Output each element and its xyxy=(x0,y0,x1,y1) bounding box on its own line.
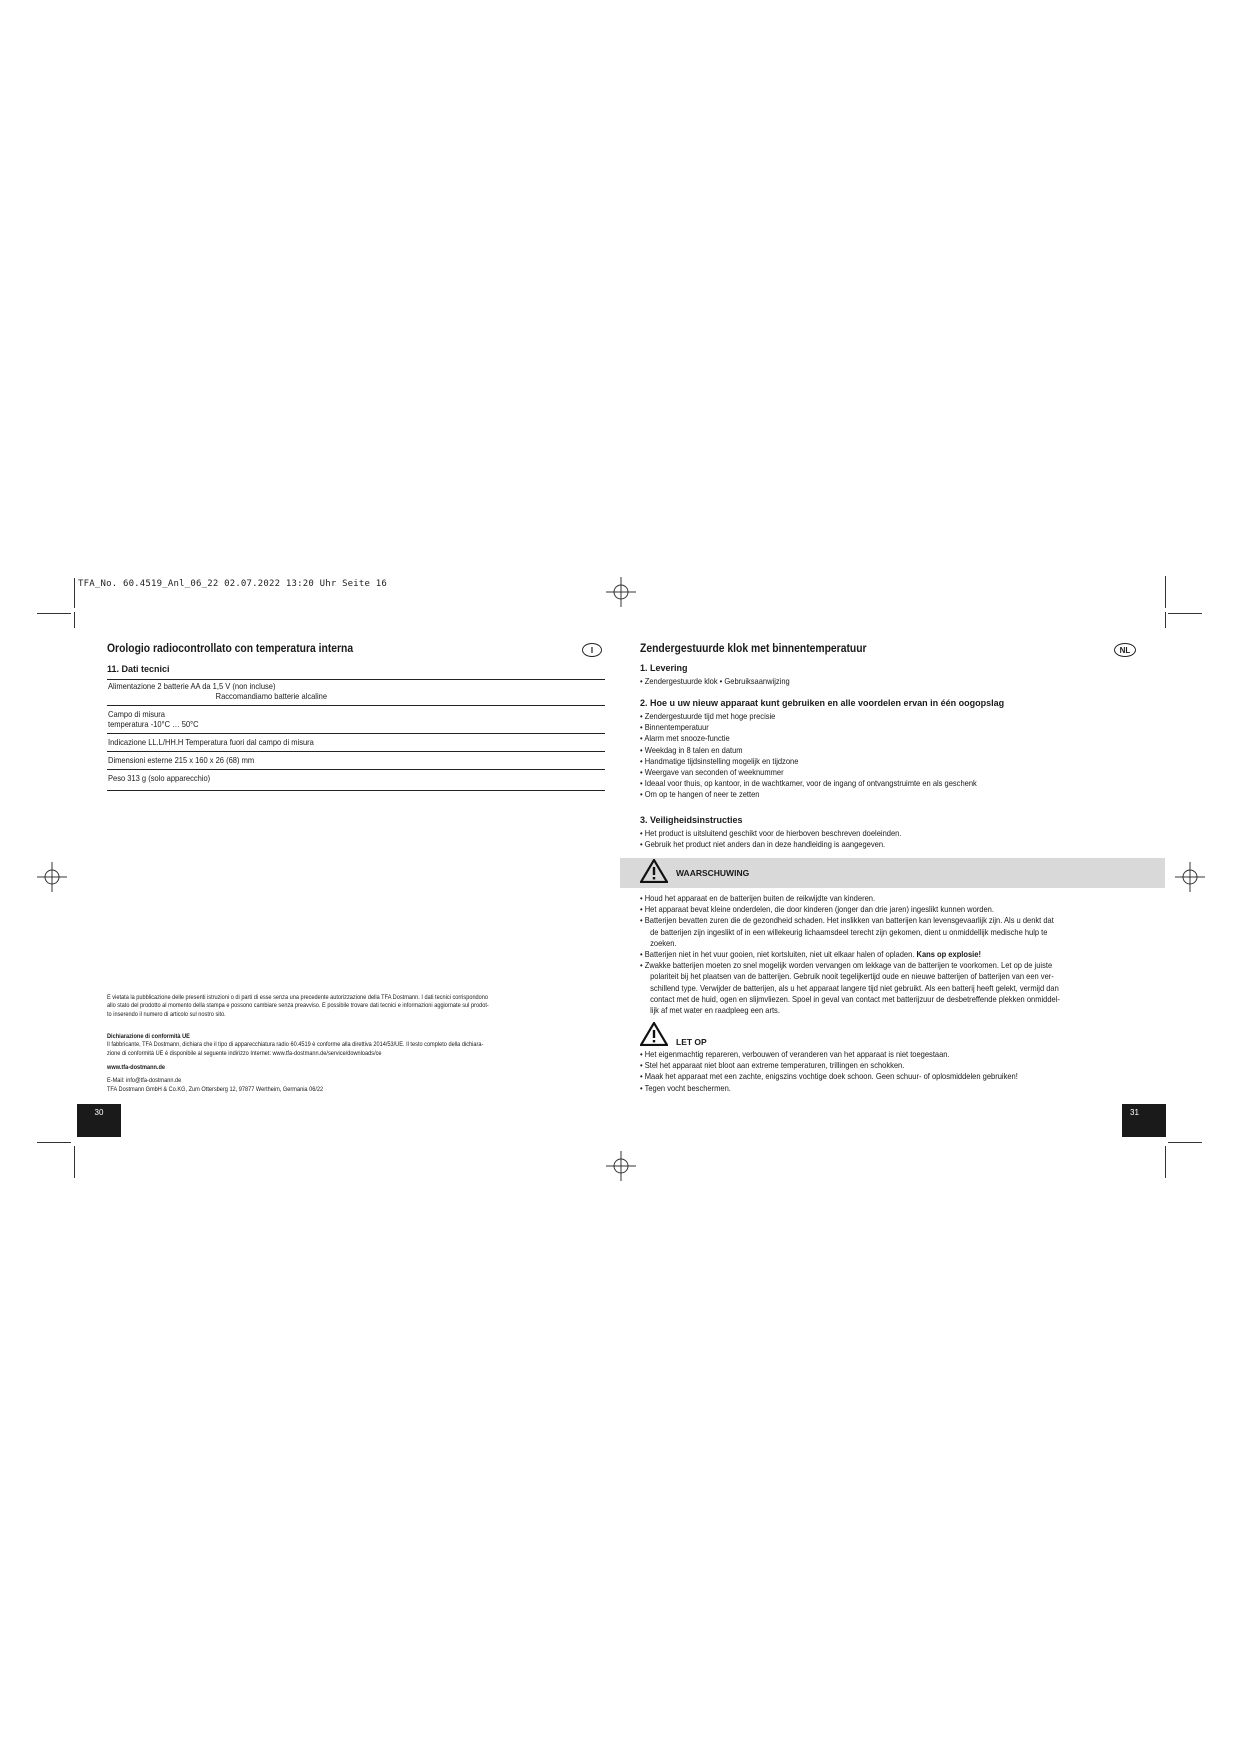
page-title: Orologio radiocontrollato con temperatura interna xyxy=(107,643,354,655)
safety-list xyxy=(640,828,924,850)
list-item: • Batterijen bevatten zuren die de gezondheid schaden. Het inslikken van batterijen kan levensgevaarlijk zijn. Als u denkt dat xyxy=(640,916,1054,926)
list-item: • Het eigenmachtig repareren, verbouwen of veranderen van het apparaat is niet toegestaan. xyxy=(640,1050,950,1059)
spec-cell: Raccomandiamo batterie alcaline xyxy=(215,692,328,701)
section-heading: 3. Veiligheidsinstructies xyxy=(640,815,743,825)
table-row xyxy=(107,706,605,734)
warning-triangle-icon xyxy=(640,859,668,883)
list-item: zoeken. xyxy=(650,938,677,948)
conformity-line: zione di conformità UE è disponibile al seguente indirizzo Internet: www.tfa-dostmann.de/service/downloads/ce xyxy=(107,1049,382,1057)
crop-mark xyxy=(1168,613,1202,614)
table-row xyxy=(107,770,605,791)
list-item: contact met de huid, ogen en slijmvliezen. Spoel in geval van contact met batterijzuur de desbetreffende plekken onmiddel- xyxy=(650,994,1060,1004)
crop-mark xyxy=(74,578,75,608)
section-heading: 11. Dati tecnici xyxy=(107,664,170,674)
disclaimer-line: to inserendo il numero di articolo sul nostro sito. xyxy=(107,1010,226,1018)
crop-mark xyxy=(1165,1146,1166,1178)
section-heading: 1. Levering xyxy=(640,663,688,673)
warning-list xyxy=(640,893,1096,1016)
list-item: lijk af met water en raadpleeg een arts. xyxy=(650,1006,780,1016)
spec-table xyxy=(107,679,605,791)
list-item: • Houd het apparaat en de batterijen buiten de reikwijdte van kinderen. xyxy=(640,894,876,903)
crop-mark xyxy=(1168,1142,1202,1143)
language-badge: NL xyxy=(1114,643,1136,657)
disclaimer xyxy=(107,994,522,1019)
crop-mark xyxy=(37,1142,71,1143)
caution-label: LET OP xyxy=(676,1037,707,1047)
registration-mark-icon xyxy=(606,577,636,607)
spec-cell: Indicazione LL.L/HH.H Temperatura fuori dal campo di misura xyxy=(108,738,314,747)
conformity-block xyxy=(107,1033,516,1058)
conformity-title: Dichiarazione di conformità UE xyxy=(107,1033,190,1040)
disclaimer-line: È vietata la pubblicazione delle presenti istruzioni o di parti di esse senza una precedente autorizzazione della TFA Dostmann. I dati tecnici corrispondono xyxy=(107,994,489,1001)
explosion-warning: Kans op explosie! xyxy=(916,950,981,960)
registration-mark-icon xyxy=(1175,862,1205,892)
list-item: • Om op te hangen of neer te zetten xyxy=(640,790,760,800)
email-text: E-Mail: info@tfa-dostmann.de xyxy=(107,1077,182,1084)
crop-mark xyxy=(74,612,75,628)
spec-cell: Peso 313 g (solo apparecchio) xyxy=(108,774,211,783)
warning-label: WAARSCHUWING xyxy=(676,868,750,878)
page-number xyxy=(1122,1104,1166,1137)
list-item: • Zwakke batterijen moeten zo snel mogelijk worden vervangen om lekkage van de batterijen te voorkomen. Let op de juiste xyxy=(640,961,1053,971)
section-heading: 2. Hoe u uw nieuw apparaat kunt gebruiken en alle voordelen ervan in één oogopslag xyxy=(640,698,1005,708)
caution-list xyxy=(640,1049,1051,1094)
address-text: TFA Dostmann GmbH & Co.KG, Zum Ottersberg 12, 97877 Wertheim, Germania 06/22 xyxy=(107,1086,324,1093)
table-row xyxy=(107,680,605,706)
table-row xyxy=(107,734,605,752)
list-item: schillend type. Verwijder de batterijen, als u het apparaat langere tijd niet gebruikt. Als een batterij heeft gelekt, vermijd dan xyxy=(650,983,1059,993)
list-item: • Ideaal voor thuis, op kantoor, in de wachtkamer, voor de ingang of ontvangstruimte en als geschenk xyxy=(640,779,977,789)
delivery-items: • Zendergestuurde klok • Gebruiksaanwijzing xyxy=(640,677,790,686)
spec-cell: Dimensioni esterne 215 x 160 x 26 (68) mm xyxy=(108,756,255,765)
registration-mark-icon xyxy=(606,1151,636,1181)
disclaimer-line: allo stato del prodotto al momento della stampa e possono cambiare senza preavviso. È possibile trovare dati tecnici e informazioni aggiornate sul prodot- xyxy=(107,1002,489,1010)
crop-mark xyxy=(37,613,71,614)
page-number xyxy=(77,1104,121,1137)
list-item: • Het apparaat bevat kleine onderdelen, die door kinderen (jonger dan drie jaren) ingeslikt kunnen worden. xyxy=(640,905,994,915)
crop-mark xyxy=(1165,612,1166,628)
list-item xyxy=(640,949,1060,960)
crop-mark xyxy=(1165,576,1166,608)
spec-cell: Alimentazione 2 batterie AA da 1,5 V (non incluse) xyxy=(108,682,276,691)
features-list xyxy=(640,711,1006,801)
list-item: • Maak het apparaat met een zachte, enigszins vochtige doek schoon. Geen schuur- of oplosmiddelen gebruiken! xyxy=(640,1072,1018,1082)
warning-triangle-icon xyxy=(640,1022,668,1046)
list-item: • Binnentemperatuur xyxy=(640,723,709,733)
list-item: polariteit bij het plaatsen van de batterijen. Gebruik nooit tegelijkertijd oude en nieuwe batterijen of batterijen van een ver- xyxy=(650,972,1054,982)
spec-cell: temperatura -10°C … 50°C xyxy=(108,720,199,729)
list-item: • Alarm met snooze-functie xyxy=(640,734,730,744)
list-item: • Zendergestuurde tijd met hoge precisie xyxy=(640,712,776,721)
page-number-label: 31 xyxy=(1130,1108,1139,1117)
list-item: • Het product is uitsluitend geschikt voor de hierboven beschreven doeleinden. xyxy=(640,829,902,838)
language-badge: I xyxy=(582,643,602,657)
website-link[interactable]: www.tfa-dostmann.de xyxy=(107,1064,166,1071)
list-item: • Stel het apparaat niet bloot aan extreme temperaturen, trillingen en schokken. xyxy=(640,1061,905,1071)
list-item: • Gebruik het product niet anders dan in deze handleiding is aangegeven. xyxy=(640,840,886,850)
list-item: de batterijen zijn ingeslikt of in een willekeurig lichaamsdeel terecht zijn gekomen, dient u onmiddellijk medische hulp te xyxy=(650,927,1048,937)
print-slug: TFA_No. 60.4519_Anl_06_22 02.07.2022 13:20 Uhr Seite 16 xyxy=(78,579,388,589)
page-number-label: 30 xyxy=(94,1108,104,1117)
list-item-text: • Batterijen niet in het vuur gooien, niet kortsluiten, niet uit elkaar halen of opladen. xyxy=(640,950,915,960)
conformity-line: Il fabbricante, TFA Dostmann, dichiara che il tipo di apparecchiatura radio 60.4519 è conforme alla direttiva 2014/53/UE. Il testo completo della dichiara- xyxy=(107,1041,484,1049)
list-item: • Handmatige tijdsinstelling mogelijk en tijdzone xyxy=(640,756,799,766)
crop-mark xyxy=(74,1146,75,1178)
list-item: • Tegen vocht beschermen. xyxy=(640,1083,731,1093)
spec-cell: Campo di misura xyxy=(108,710,165,719)
list-item: • Weekdag in 8 talen en datum xyxy=(640,745,743,755)
page-title: Zendergestuurde klok met binnentemperatuur xyxy=(640,643,867,655)
list-item: • Weergave van seconden of weeknummer xyxy=(640,768,784,778)
registration-mark-icon xyxy=(37,862,67,892)
table-row xyxy=(107,752,605,770)
